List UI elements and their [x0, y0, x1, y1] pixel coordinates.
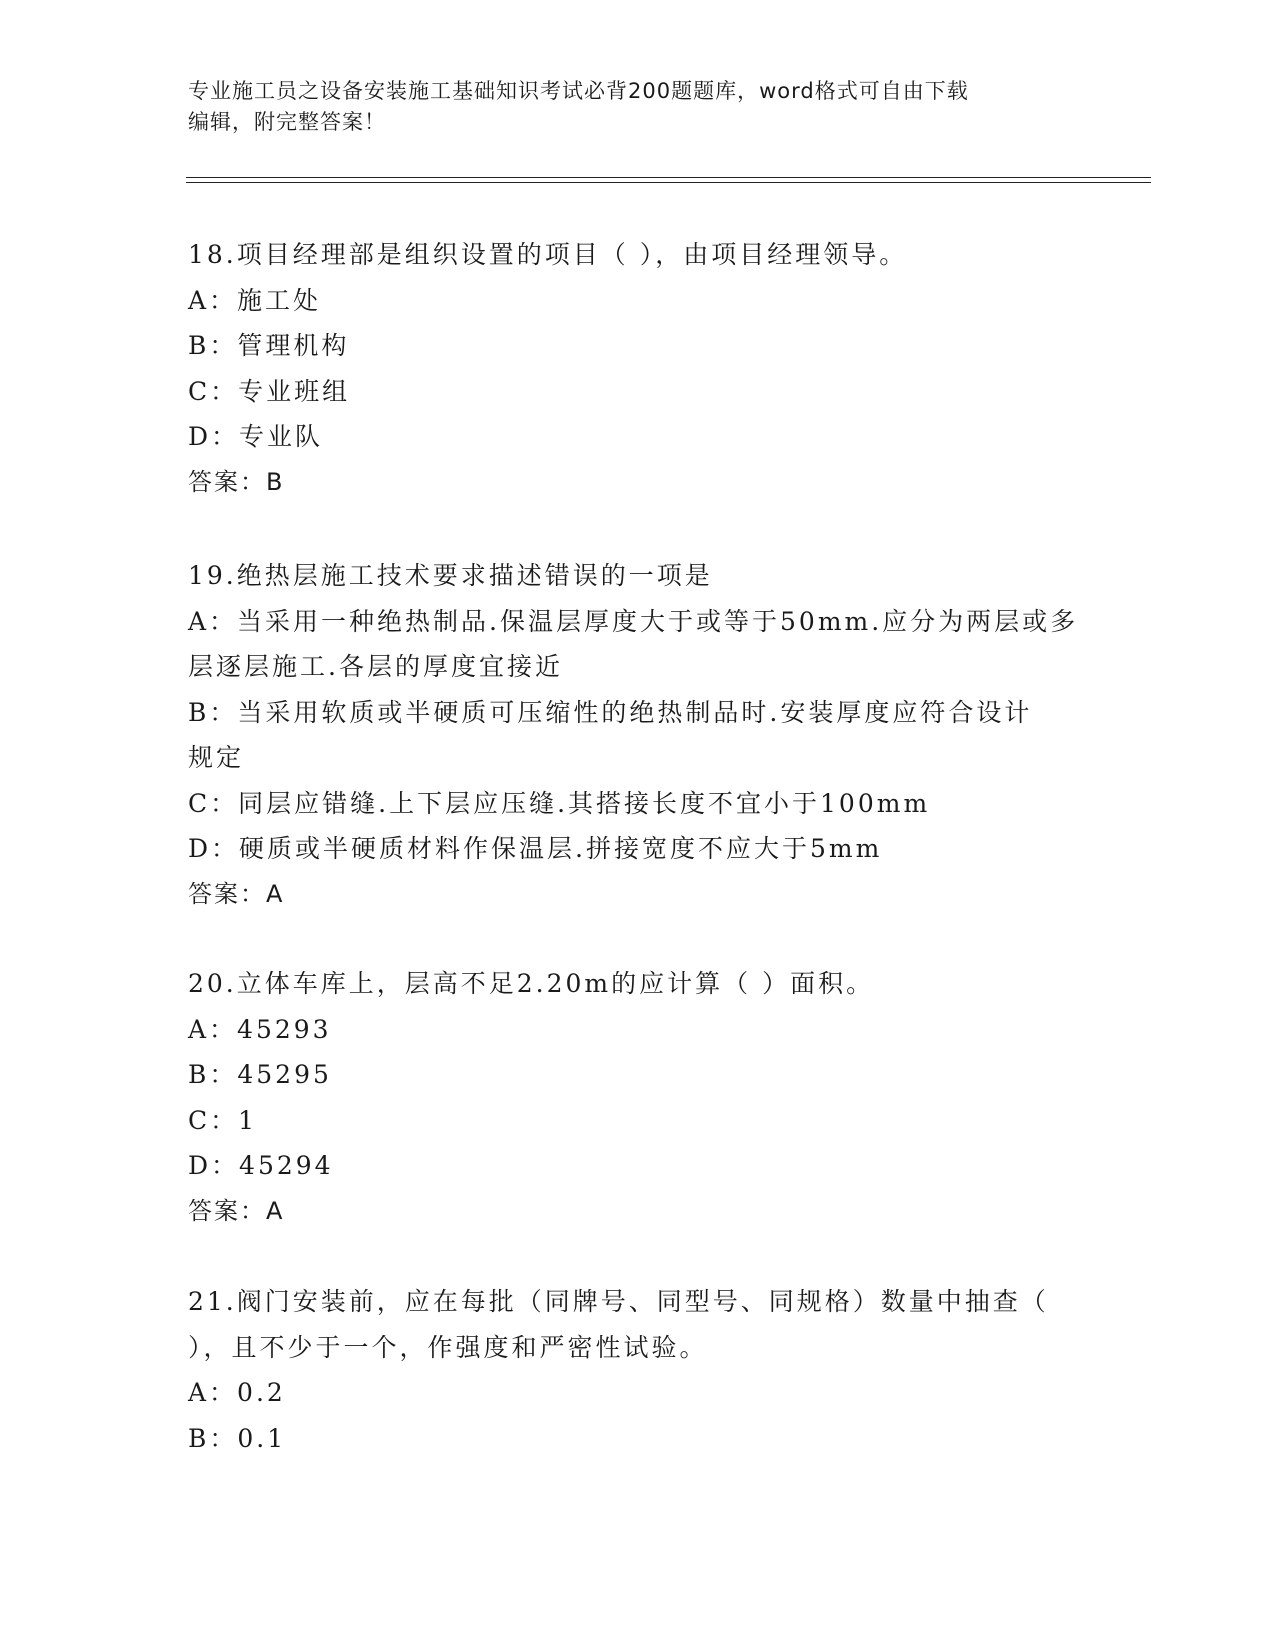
option-c: C：专业班组 — [188, 376, 351, 406]
question-21 — [188, 1279, 1088, 1461]
answer: 答案：B — [188, 467, 285, 496]
option-a-continued: 层逐层施工.各层的厚度宜接近 — [188, 652, 563, 681]
question-18 — [188, 232, 1088, 505]
option-b: B：0.1 — [188, 1423, 287, 1453]
option-b-continued: 规定 — [188, 743, 245, 772]
header-divider-top — [186, 177, 1151, 178]
question-stem: 20.立体车库上，层高不足2.20m的应计算（ ）面积。 — [188, 969, 875, 998]
option-d: D：45294 — [188, 1151, 334, 1180]
question-stem-continued: ），且不少于一个，作强度和严密性试验。 — [188, 1332, 708, 1362]
option-d: D：专业队 — [188, 422, 324, 451]
option-a: A：45293 — [188, 1014, 332, 1044]
header-divider-bottom — [186, 182, 1151, 183]
question-20 — [188, 961, 1088, 1234]
option-b: B：45295 — [188, 1060, 332, 1089]
option-c: C：同层应错缝.上下层应压缝.其搭接长度不宜小于100mm — [188, 788, 931, 818]
option-b: B：当采用软质或半硬质可压缩性的绝热制品时.安装厚度应符合设计 — [188, 697, 1033, 727]
header-line-1: 专业施工员之设备安装施工基础知识考试必背200题题库，word格式可自由下载 — [188, 79, 969, 103]
question-stem: 18.项目经理部是组织设置的项目（ ），由项目经理领导。 — [188, 240, 908, 269]
question-19 — [188, 553, 1088, 917]
answer: 答案：A — [188, 879, 285, 908]
question-stem: 19.绝热层施工技术要求描述错误的一项是 — [188, 561, 713, 590]
option-b: B：管理机构 — [188, 331, 350, 360]
option-a: A：0.2 — [188, 1378, 286, 1407]
option-a: A：当采用一种绝热制品.保温层厚度大于或等于50mm.应分为两层或多 — [188, 606, 1079, 636]
answer: 答案：A — [188, 1196, 285, 1225]
option-d: D：硬质或半硬质材料作保温层.拼接宽度不应大于5mm — [188, 834, 883, 863]
option-c: C：1 — [188, 1105, 258, 1135]
document-header — [188, 76, 1088, 138]
option-a: A：施工处 — [188, 285, 322, 315]
header-line-2: 编辑，附完整答案！ — [188, 110, 386, 134]
question-stem: 21.阀门安装前，应在每批（同牌号、同型号、同规格）数量中抽查（ — [188, 1287, 1049, 1316]
